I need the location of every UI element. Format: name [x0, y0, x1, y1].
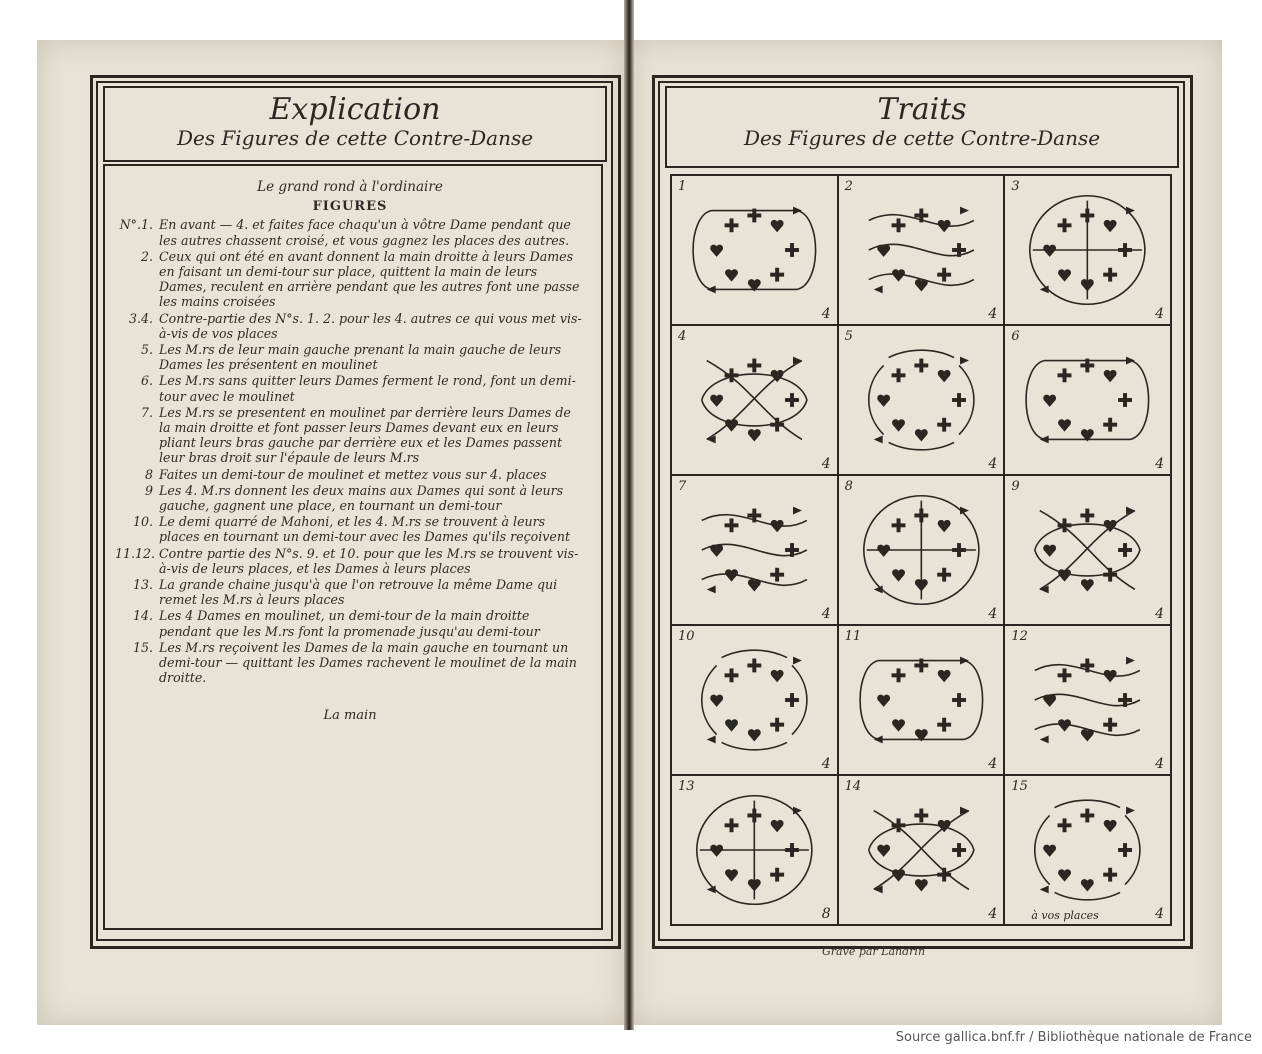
figure-cell [671, 625, 838, 775]
dancer-symbol-icon [1104, 568, 1118, 582]
figure-diagram [672, 776, 837, 924]
entry-item [115, 546, 585, 576]
dancer-symbol-icon [770, 418, 784, 432]
figure-count: 4 [821, 756, 831, 772]
right-subtitle: Des Figures de cette Contre-Danse [743, 126, 1101, 150]
dancer-symbol-icon [1081, 209, 1095, 223]
dancer-symbol-icon [725, 419, 738, 431]
dancer-symbol-icon [725, 668, 739, 682]
left-title: Explication [269, 92, 441, 127]
dancer-symbol-icon [891, 668, 905, 682]
dancer-symbol-icon [892, 569, 905, 581]
entry-item [115, 514, 585, 544]
dancer-symbol-icon [1058, 518, 1072, 532]
dancer-symbol-icon [1044, 245, 1057, 257]
figure-diagram [672, 326, 837, 474]
footer-text: La main [323, 707, 377, 723]
dancer-symbol-icon [1058, 869, 1071, 881]
entry-number: 2. [140, 248, 153, 264]
dancer-symbol-icon [1081, 879, 1094, 891]
figure-count: 4 [821, 606, 831, 622]
figure-diagram [839, 776, 1004, 924]
dancer-symbol-icon [1104, 268, 1118, 282]
dancer-symbol-icon [725, 818, 739, 832]
dancer-symbol-icon [1104, 418, 1118, 432]
dancer-symbol-icon [914, 509, 928, 523]
figure-cell [1004, 775, 1171, 925]
figure-number: 15 [1011, 779, 1028, 794]
entry-text: Les M.rs sans quitter leurs Dames ferment le rond, font un demi-tour avec le moulinet [159, 373, 576, 404]
dancer-symbol-icon [1118, 393, 1132, 407]
figure-cell [671, 775, 838, 925]
entry-text: Les 4. M.rs donnent les deux mains aux Dames qui sont à leurs gauche, gagnent une place, en tournant un demi-tour [159, 482, 564, 514]
dancer-symbol-icon [1104, 670, 1117, 682]
left-title-box [103, 86, 607, 162]
dancer-symbol-icon [747, 509, 761, 523]
dancer-symbol-icon [748, 879, 761, 891]
dancer-symbol-icon [891, 218, 905, 232]
entry-item [115, 640, 585, 686]
figure-cell [838, 775, 1005, 925]
figures-grid [670, 174, 1172, 926]
figure-diagram [672, 626, 837, 774]
entry-text: Les M.rs se presentent en moulinet par derrière leurs Dames de la main droitte et font passer leurs Dames devant eux en leurs pliant leurs bras gauche par derrière eux et les Dames passent leur bras droit sur l'épaule de leurs M.rs [159, 404, 571, 466]
entry-text: En avant — 4. et faites face chaqu'un à vôtre Dame pendant que les autres chassent croisé, et vous gagnez les places des autres. [159, 217, 571, 248]
dancer-symbol-icon [1104, 868, 1118, 882]
figure-diagram [672, 176, 837, 324]
dancer-symbol-icon [1058, 368, 1072, 382]
entry-text: Les M.rs reçoivent les Dames de la main gauche en tournant un demi-tour — quittant les Dames rachevent le moulinet de la main droitte. [159, 639, 577, 686]
entry-text: Contre-partie des N°s. 1. 2. pour les 4. autres ce qui vous met vis-à-vis de vos places [159, 310, 582, 341]
dancer-symbol-icon [1081, 659, 1095, 673]
dancer-symbol-icon [937, 670, 950, 682]
dancer-symbol-icon [937, 568, 951, 582]
figure-count: 8 [821, 906, 831, 922]
figure-count: 4 [988, 906, 998, 922]
entry-item [115, 217, 585, 247]
entry-text: Les M.rs de leur main gauche prenant la main gauche de leurs Dames les présentent en moulinet [159, 342, 562, 373]
figure-diagram [839, 476, 1004, 624]
dancer-symbol-icon [747, 659, 761, 673]
engraver-credit: Gravé par Landrin [822, 945, 926, 958]
dancer-symbol-icon [877, 395, 890, 407]
left-subtitle: Des Figures de cette Contre-Danse [176, 126, 534, 150]
book-gutter [624, 0, 634, 1030]
dancer-symbol-icon [915, 429, 928, 441]
figures-heading: FIGURES [312, 199, 388, 215]
dancer-symbol-icon [937, 418, 951, 432]
entry-item [115, 311, 585, 341]
figure-diagram [1005, 626, 1170, 774]
entry-text: Ceux qui ont été en avant donnent la main droitte à leurs Dames en faisant un demi-tour sur place, quittent la main de leurs Dames, reculent en arrière pendant que les autres font une passe les mains croisées [159, 248, 580, 310]
figure-number: 11 [844, 629, 862, 644]
entry-item [115, 342, 585, 372]
explanation-text [103, 164, 603, 930]
dancer-symbol-icon [747, 809, 761, 823]
dancer-symbol-icon [785, 393, 799, 407]
dancer-symbol-icon [725, 218, 739, 232]
dancer-symbol-icon [937, 868, 951, 882]
dancer-symbol-icon [710, 245, 723, 257]
entry-number: 10. [132, 514, 153, 530]
dancer-symbol-icon [725, 569, 738, 581]
dancer-symbol-icon [1081, 509, 1095, 523]
figure-number: 5 [844, 329, 853, 344]
entry-number: 6. [140, 373, 153, 389]
figure-count: 4 [1155, 906, 1164, 922]
entry-text: Contre partie des N°s. 9. et 10. pour que les M.rs se trouvent vis-à-vis de leurs places, et les Dames à leurs places [159, 545, 579, 576]
figure-cell [1004, 175, 1171, 325]
source-credit: Source gallica.bnf.fr / Bibliothèque nationale de France [895, 1030, 1252, 1045]
entry-number: N°.1. [119, 217, 153, 233]
figure-count: 4 [988, 306, 998, 322]
figure-number: 6 [1011, 329, 1020, 344]
dancer-symbol-icon [877, 245, 890, 257]
entry-number: 15. [132, 639, 153, 655]
dancer-symbol-icon [710, 545, 723, 557]
dancer-symbol-icon [1081, 579, 1094, 591]
dancer-symbol-icon [710, 695, 723, 707]
entry-number: 14. [132, 608, 153, 624]
entry-number: 5. [140, 342, 153, 358]
dancer-symbol-icon [1058, 569, 1071, 581]
figure-number: 14 [844, 779, 862, 794]
dancer-symbol-icon [710, 845, 723, 857]
dancer-symbol-icon [771, 820, 784, 832]
figure-diagram [1005, 176, 1170, 324]
dancer-symbol-icon [892, 269, 905, 281]
entry-text: La grande chaine jusqu'à que l'on retrouve la même Dame qui remet les M.rs à leurs places [159, 577, 558, 608]
figure-cell [671, 325, 838, 475]
dancer-symbol-icon [785, 243, 799, 257]
figure-number: 4 [678, 329, 687, 344]
figure-cell [838, 325, 1005, 475]
figure-cell [838, 475, 1005, 625]
entry-text: Les 4 Dames en moulinet, un demi-tour de la main droitte pendant que les M.rs font la promenade jusqu'au demi-tour [159, 608, 540, 639]
dancer-symbol-icon [1118, 243, 1132, 257]
figure-cell [671, 175, 838, 325]
dancer-symbol-icon [770, 718, 784, 732]
dancer-symbol-icon [1104, 820, 1117, 832]
dancer-symbol-icon [891, 368, 905, 382]
dancer-symbol-icon [725, 869, 738, 881]
entry-number: 7. [140, 404, 153, 420]
dancer-symbol-icon [748, 729, 761, 741]
entry-text: Faites un demi-tour de moulinet et mettez vous sur 4. places [159, 466, 547, 482]
dancer-symbol-icon [1118, 543, 1132, 557]
dancer-symbol-icon [1058, 818, 1072, 832]
entry-item [115, 249, 585, 310]
figure-diagram [672, 476, 837, 624]
dancer-symbol-icon [1058, 269, 1071, 281]
figure-diagram [839, 326, 1004, 474]
dancer-symbol-icon [1058, 218, 1072, 232]
entry-item [115, 405, 585, 466]
figure-count: 4 [1155, 606, 1164, 622]
figure-count: 4 [1155, 456, 1164, 472]
dancer-symbol-icon [1118, 843, 1132, 857]
figure-number: 9 [1011, 479, 1020, 494]
dancer-symbol-icon [891, 518, 905, 532]
entry-item [115, 467, 585, 482]
figure-diagram [1005, 776, 1170, 924]
dancer-symbol-icon [892, 419, 905, 431]
dancer-symbol-icon [1104, 220, 1117, 232]
figure-cell [1004, 475, 1171, 625]
dancer-symbol-icon [1104, 718, 1118, 732]
dancer-symbol-icon [725, 269, 738, 281]
entry-text: Le demi quarré de Mahoni, et les 4. M.rs se trouvent à leurs places en tournant un demi-tour avec les Dames qu'ils reçoivent [159, 514, 571, 545]
dancer-symbol-icon [914, 209, 928, 223]
figure-note: à vos places [1031, 909, 1099, 922]
dancer-symbol-icon [1044, 545, 1057, 557]
figure-cell [838, 625, 1005, 775]
dancer-symbol-icon [1058, 719, 1071, 731]
entry-item [115, 608, 585, 638]
figure-count: 4 [1155, 756, 1164, 772]
figure-number: 13 [678, 779, 695, 794]
dancer-symbol-icon [915, 279, 928, 291]
dancer-symbol-icon [937, 220, 950, 232]
dancer-symbol-icon [915, 879, 928, 891]
dancer-symbol-icon [747, 359, 761, 373]
figure-diagram [839, 626, 1004, 774]
dancer-symbol-icon [1044, 695, 1057, 707]
figure-cell [1004, 325, 1171, 475]
dancer-symbol-icon [725, 368, 739, 382]
dancer-symbol-icon [892, 719, 905, 731]
entries-list [115, 217, 585, 685]
dancer-symbol-icon [1044, 395, 1057, 407]
dancer-symbol-icon [937, 718, 951, 732]
dancer-symbol-icon [937, 268, 951, 282]
figure-count: 4 [821, 456, 831, 472]
dancer-symbol-icon [1081, 729, 1094, 741]
dancer-symbol-icon [877, 545, 890, 557]
dancer-symbol-icon [891, 818, 905, 832]
figure-count: 4 [1155, 306, 1164, 322]
figure-count: 4 [988, 606, 998, 622]
figure-count: 4 [988, 756, 998, 772]
entry-item [115, 483, 585, 513]
entry-item [115, 577, 585, 607]
dancer-symbol-icon [1081, 809, 1095, 823]
dancer-symbol-icon [877, 845, 890, 857]
figure-cell [1004, 625, 1171, 775]
dancer-symbol-icon [915, 579, 928, 591]
figure-number: 10 [678, 629, 695, 644]
dancer-symbol-icon [770, 268, 784, 282]
dancer-symbol-icon [1058, 668, 1072, 682]
figure-diagram [839, 176, 1004, 324]
dancer-symbol-icon [710, 395, 723, 407]
dancer-symbol-icon [770, 568, 784, 582]
figure-diagram [1005, 326, 1170, 474]
entry-item [115, 373, 585, 403]
dancer-symbol-icon [877, 695, 890, 707]
entry-number: 13. [132, 577, 153, 593]
dancer-symbol-icon [952, 393, 966, 407]
intro-line: Le grand rond à l'ordinaire [257, 179, 443, 195]
dancer-symbol-icon [952, 543, 966, 557]
dancer-symbol-icon [770, 868, 784, 882]
dancer-symbol-icon [952, 843, 966, 857]
figure-cell [838, 175, 1005, 325]
figure-diagram [1005, 476, 1170, 624]
dancer-symbol-icon [892, 869, 905, 881]
entry-number: 9 [144, 482, 153, 498]
dancer-symbol-icon [771, 220, 784, 232]
figure-cell [671, 475, 838, 625]
figure-number: 2 [844, 179, 853, 194]
figure-number: 8 [844, 479, 853, 494]
dancer-symbol-icon [725, 518, 739, 532]
dancer-symbol-icon [914, 809, 928, 823]
dancer-symbol-icon [771, 670, 784, 682]
dancer-symbol-icon [1081, 279, 1094, 291]
right-title-box [665, 86, 1179, 168]
dancer-symbol-icon [914, 359, 928, 373]
dancer-symbol-icon [771, 520, 784, 532]
entry-number: 8 [144, 466, 153, 482]
dancer-symbol-icon [952, 693, 966, 707]
dancer-symbol-icon [748, 579, 761, 591]
figure-number: 1 [678, 179, 687, 194]
dancer-symbol-icon [937, 520, 950, 532]
figure-number: 3 [1011, 179, 1020, 194]
figure-number: 7 [678, 479, 687, 494]
dancer-symbol-icon [725, 719, 738, 731]
figure-count: 4 [821, 306, 831, 322]
entry-number: 11.12. [115, 545, 156, 561]
dancer-symbol-icon [937, 370, 950, 382]
dancer-symbol-icon [1104, 370, 1117, 382]
entry-number: 3.4. [128, 310, 153, 326]
dancer-symbol-icon [785, 843, 799, 857]
dancer-symbol-icon [785, 693, 799, 707]
right-title: Traits [877, 92, 967, 127]
dancer-symbol-icon [1058, 419, 1071, 431]
figure-number: 12 [1011, 629, 1028, 644]
figure-count: 4 [988, 456, 998, 472]
dancer-symbol-icon [1044, 845, 1057, 857]
dancer-symbol-icon [748, 429, 761, 441]
